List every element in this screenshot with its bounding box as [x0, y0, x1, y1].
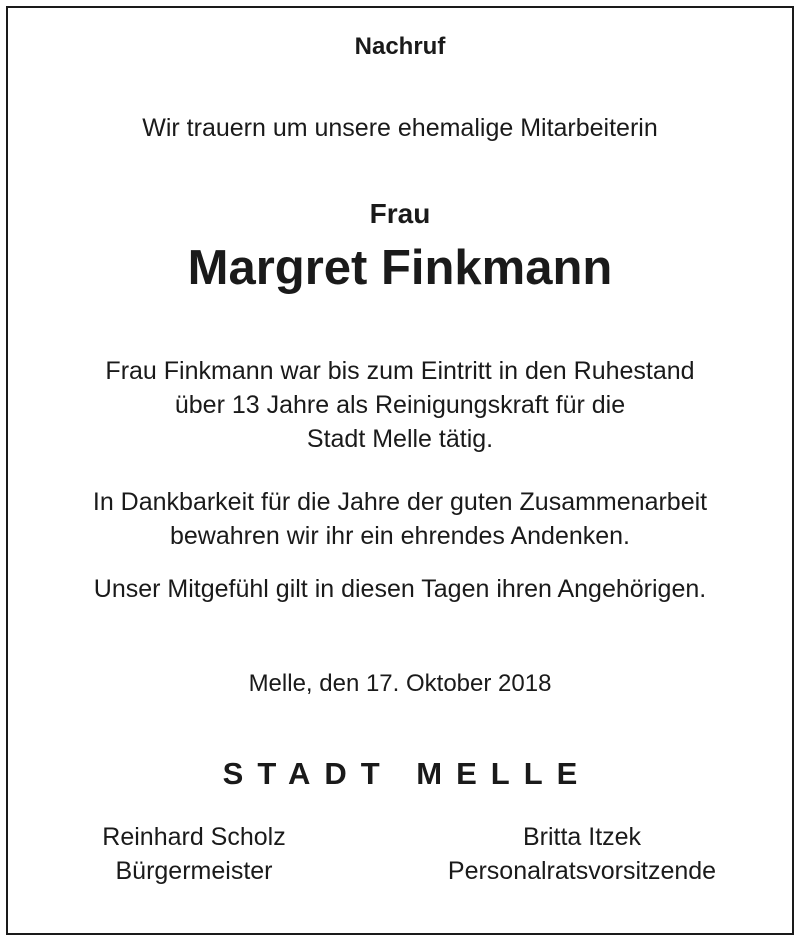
deceased-name: Margret Finkmann [187, 241, 613, 295]
signatory-staff-council [420, 820, 744, 888]
service-line-1: Frau Finkmann war bis zum Eintritt in den Ruhestand [105, 357, 695, 385]
signatory-name: Reinhard Scholz [102, 823, 286, 851]
honorific-title: Frau [369, 198, 431, 229]
service-line-2: über 13 Jahre als Reinigungskraft für die [174, 391, 626, 419]
notice-heading: Nachruf [354, 33, 446, 60]
signatory-name: Britta Itzek [522, 823, 642, 851]
gratitude-line-2: bewahren wir ihr ein ehrendes Andenken. [169, 522, 631, 550]
organization-name: STADT MELLE [222, 756, 592, 791]
condolence-paragraph: Unser Mitgefühl gilt in diesen Tagen ihren Angehörigen. [93, 575, 707, 603]
dateline: Melle, den 17. Oktober 2018 [248, 670, 552, 697]
gratitude-line-1: In Dankbarkeit für die Jahre der guten Zusammenarbeit [92, 488, 708, 516]
service-paragraph [0, 354, 800, 456]
signatory-role: Bürgermeister [115, 857, 273, 885]
gratitude-paragraph [0, 485, 800, 553]
service-line-3: Stadt Melle tätig. [306, 425, 494, 453]
signatory-mayor [62, 820, 326, 888]
intro-text: Wir trauern um unsere ehemalige Mitarbeiterin [142, 114, 658, 142]
signatory-role: Personalratsvorsitzende [447, 857, 717, 885]
notice-border [6, 6, 794, 935]
